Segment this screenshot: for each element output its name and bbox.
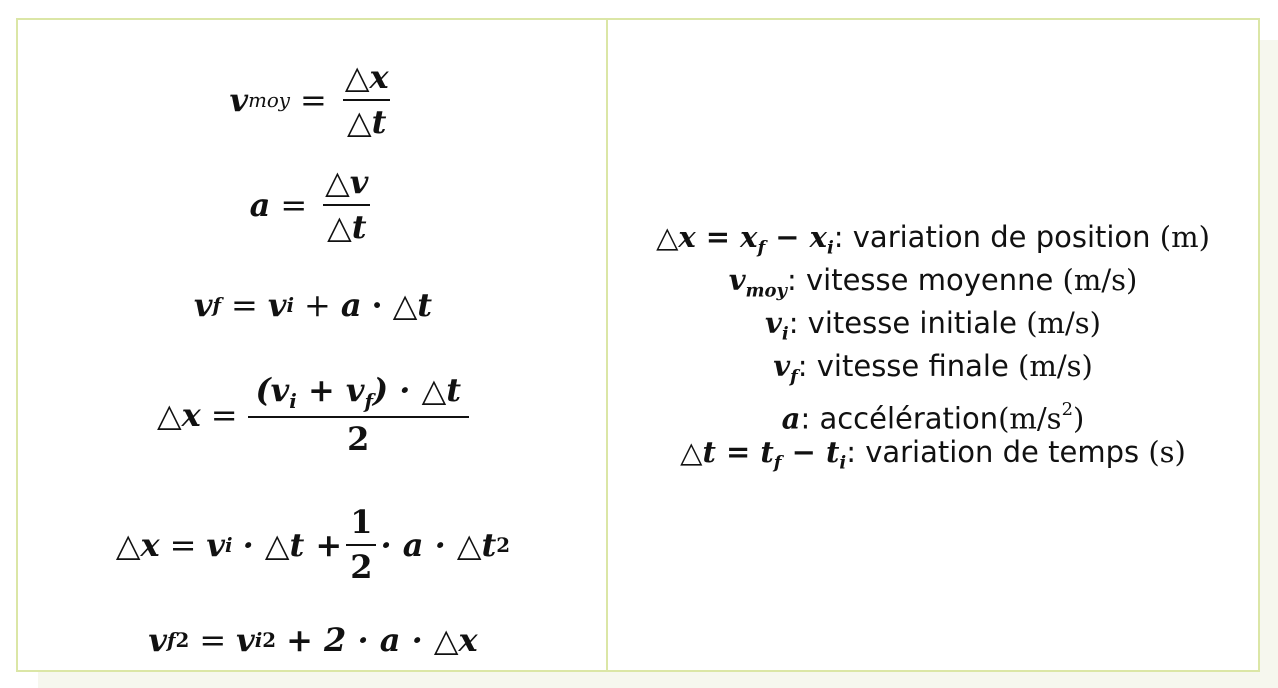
var-v: v — [267, 286, 287, 324]
var-v: v — [229, 81, 249, 119]
formula-acceleration — [18, 160, 608, 250]
sub-f: f — [364, 388, 374, 413]
sub-i: i — [781, 323, 789, 345]
sub-i: i — [225, 533, 233, 557]
math-term: v — [773, 349, 791, 383]
definition-acceleration — [781, 388, 1085, 436]
term: · a · △t — [380, 526, 497, 564]
definition-time — [680, 431, 1186, 474]
num-part: (v — [255, 370, 290, 409]
equals-sign: = — [300, 81, 327, 119]
unit: (s) — [1148, 435, 1186, 469]
var-v: v — [148, 621, 168, 659]
formulas-column — [18, 20, 608, 670]
definition-displacement — [656, 216, 1210, 259]
definitions-column — [608, 20, 1258, 670]
sub-f: f — [212, 293, 222, 317]
dot-operator: · — [371, 286, 383, 324]
math-term: v — [728, 263, 746, 297]
sub-f: f — [773, 452, 782, 474]
numerator: △x — [344, 57, 389, 96]
formula-displacement-average — [18, 365, 608, 465]
unit: (m/s) — [1026, 306, 1101, 340]
superscript: 2 — [1061, 399, 1073, 420]
sub-i: i — [839, 452, 847, 474]
fraction — [346, 502, 376, 586]
sub-i: i — [286, 293, 294, 317]
sub-i: i — [826, 237, 834, 259]
equals-sign: = — [280, 186, 308, 224]
superscript: 2 — [496, 533, 511, 557]
var-a: a — [249, 186, 271, 224]
equals-sign: = — [169, 526, 197, 564]
equals-sign: = — [210, 396, 238, 434]
denominator: △t — [343, 99, 390, 140]
unit: (m/s) — [1018, 349, 1093, 383]
denominator: △t — [323, 204, 370, 245]
definition-text: : vitesse initiale — [788, 306, 1027, 340]
sub-f: f — [167, 628, 176, 652]
superscript: 2 — [262, 628, 277, 652]
definition-text: : variation de position — [833, 220, 1160, 254]
num-part: ) · △t — [373, 370, 461, 409]
math-term: − t — [781, 435, 840, 469]
sub-i: i — [289, 388, 297, 413]
definitions-list — [608, 216, 1258, 474]
num-part: + v — [296, 370, 365, 409]
sub-i: i — [254, 628, 263, 652]
definition-final-velocity — [773, 345, 1093, 388]
denominator: 2 — [248, 416, 469, 457]
term: + 2 · a · △x — [286, 621, 478, 659]
formula-velocity-squared — [18, 610, 608, 670]
superscript: 2 — [175, 628, 190, 652]
sub-moy: moy — [745, 280, 787, 302]
definition-text: : variation de temps — [846, 435, 1149, 469]
equals-sign: = — [199, 621, 227, 659]
definition-text: : vitesse moyenne — [787, 263, 1063, 297]
numerator — [252, 370, 465, 417]
definition-text: : accélération — [800, 401, 999, 436]
formula-displacement-kinematic — [18, 495, 608, 595]
unit: (m/s — [998, 401, 1062, 436]
var-a: a — [340, 286, 362, 324]
plus-sign: + — [304, 286, 331, 324]
sub-moy: moy — [248, 88, 291, 112]
sub-f: f — [790, 366, 798, 388]
sub-f: f — [757, 237, 766, 259]
math-term: △t = t — [680, 435, 774, 469]
denominator: 2 — [346, 544, 376, 585]
equals-sign: = — [231, 286, 258, 324]
var-dx: △x — [157, 396, 201, 434]
formula-final-velocity — [18, 275, 608, 335]
math-term: △x = x — [656, 220, 758, 254]
numerator: 1 — [350, 502, 373, 541]
fraction — [341, 57, 393, 141]
var-dt: △t — [392, 286, 433, 324]
math-term: v — [765, 306, 782, 340]
term: · △t + — [242, 526, 343, 564]
unit: (m/s) — [1062, 263, 1138, 297]
math-term: − x — [765, 220, 827, 254]
var-v: v — [193, 286, 213, 324]
definition-text: : vitesse finale — [797, 349, 1019, 383]
math-term: a — [781, 401, 801, 436]
var-v: v — [236, 621, 255, 659]
definition-average-velocity — [729, 259, 1138, 302]
numerator: △v — [325, 162, 369, 201]
fraction — [252, 370, 465, 459]
formula-table — [16, 18, 1260, 672]
definition-initial-velocity — [765, 302, 1101, 345]
var-dx: △x — [115, 526, 160, 564]
fraction — [321, 162, 372, 246]
var-v: v — [206, 526, 226, 564]
formula-average-velocity — [18, 50, 608, 150]
unit: ) — [1073, 401, 1085, 436]
unit: (m) — [1159, 220, 1210, 254]
